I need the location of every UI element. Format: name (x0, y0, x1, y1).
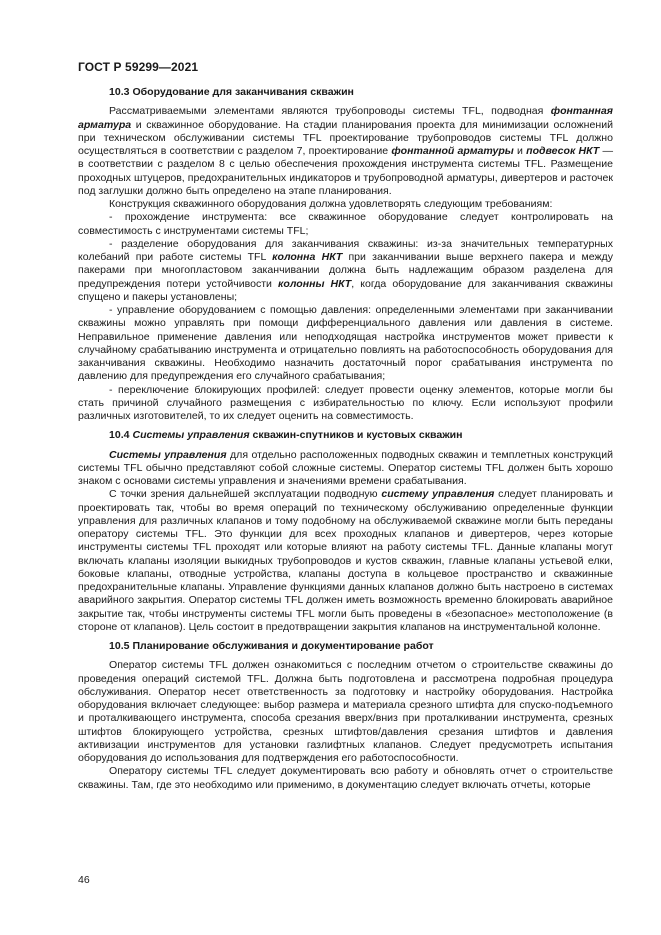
text-run: 10.5 Планирование обслуживания и документирование работ (109, 640, 434, 652)
text-run: Конструкция скважинного оборудования должна удовлетворять следующим требованиям: (109, 198, 553, 210)
emphasized-term: Системы управления (109, 448, 227, 461)
page-number: 46 (78, 874, 90, 886)
text-run: Оператор системы TFL должен ознакомиться с последним отчетом о строительстве скважины до проведения операций системой TFL. Должна быть подготовлена и рассмотрена подробная процедура обслуживания. Оператор несет ответственность за подготовку и настройку оборудования. Настройка оборудования включает следующее: выбор размера и материала срезного штифта для спуско-подъемного и проталкивающего инструмента, способа срезания вверх/вниз при проталкивании инструмента, срезных штифтов блокирующего устройства, срезных штифтов/давления срезания штифтов и давления активизации инструментов для установки газлифтных клапанов. Следует предусмотреть испытания оборудования до использования для подтверждения его работоспособности. (78, 659, 613, 764)
paragraph (78, 198, 613, 211)
document-header: ГОСТ Р 59299—2021 (78, 60, 199, 74)
text-run: - прохождение инструмента: все скважинное оборудование следует контролировать на совместимость с инструментами системы TFL; (78, 211, 613, 237)
emphasized-term: колонна НКТ (272, 251, 343, 263)
emphasized-term: подвесок НКТ (526, 145, 600, 157)
section-heading (78, 429, 613, 442)
text-run: для отдельно расположенных подводных скважин и темплетных конструкций системы TFL обычно представляют собой сложные системы. Оператор системы TFL должен быть хорошо знаком с основами системы управления и значениями времени срабатывания. (78, 448, 613, 487)
text-run: Рассматриваемыми элементами являются трубопроводы системы TFL, подводная (109, 105, 551, 118)
emphasized-term: фонтанная арматура (78, 105, 613, 131)
text-run: и скважинное оборудование. На стадии планирования проекта для минимизации осложнений при техническом обслуживании системы TFL проектирование трубопроводов системы TFL должно осуществляться в соответствии с разделом 7, проектирование (78, 118, 613, 157)
text-run: Оператору системы TFL следует документировать всю работу и обновлять отчет о строительстве скважины. Там, где это необходимо или применимо, в документацию следует включать отчеты, которые (78, 765, 613, 791)
emphasized-term: фонтанной арматуры (391, 145, 514, 157)
text-run: - управление оборудованием с помощью давления: определенными элементами при заканчивании скважины можно управлять при помощи дифференциального давления или давления в системе. Неправильное применение давления или неподходящая настройка инструментов может привести к случайному срабатыванию инструмента и отрицательно повлиять на работоспособность оборудования для заканчивания скважины. Необходимо назначить достаточный порог срабатывания инструмента по давлению для предупреждения его случайного срабатывания; (78, 304, 613, 383)
text-run: скважин-спутников и кустовых скважин (249, 429, 463, 442)
text-run: С точки зрения дальнейшей эксплуатации подводную (109, 488, 382, 501)
text-run: - разделение оборудования для заканчивания скважины: из-за значительных температурных колебаний при работе системы TFL (78, 237, 613, 263)
text-run: , когда оборудование для заканчивания скважины спущено и пакеры установлены; (78, 277, 613, 303)
emphasized-term: систему управления (381, 488, 495, 501)
text-run: 10.4 (109, 429, 133, 442)
paragraph (78, 449, 613, 489)
section-heading (78, 640, 613, 653)
paragraph (78, 488, 613, 634)
section-heading (78, 86, 613, 99)
paragraph (78, 238, 613, 304)
text-run: и (513, 145, 527, 157)
paragraph (78, 384, 613, 424)
paragraph (78, 659, 613, 765)
document-body (78, 86, 613, 792)
paragraph (78, 211, 613, 238)
text-run: 10.3 Оборудование для заканчивания скважин (109, 86, 354, 98)
text-run: — в соответствии с разделом 8 с целью обеспечения прохождения инструмента системы TFL. Размещение проходных штуцеров, предохранительных индикаторов и трубопроводной арматуры, дивертеров и расточек под заглушки должно быть определено на этапе планирования. (78, 145, 613, 197)
paragraph (78, 105, 613, 198)
paragraph (78, 304, 613, 384)
emphasized-term: Системы управления (132, 429, 250, 442)
paragraph (78, 765, 613, 792)
text-run: при заканчивании выше верхнего пакера и между пакерами при многопластовом заканчивании должна быть надлежащим образом разделена для предупреждения потери устойчивости (78, 251, 613, 290)
text-run: следует планировать и проектировать так, чтобы во время операций по техническому обслуживанию определенные функции управления для различных клапанов и тому подобному на обслуживаемой скважине могли быть переданы оператору системы TFL. Это функции для всех проходных клапанов и дивертеров, через которые инструменты системы TFL проходят или которые влияют на работу системы TFL. Данные клапаны могут включать клапаны изоляции выкидных трубопроводов и кустов скважин, главные клапаны устьевой елки, боковые клапаны, отводные устройства, клапаны доступа в кольцевое пространство и скважинные предохранительные клапаны. Управление функциями данных клапанов должно быть настроено в системах аварийного закрытия. Оператор системы TFL должен иметь возможность временно блокировать аварийное закрытие так, чтобы инструменты системы TFL могли быть проведены в «безопасное» местоположение (в стороне от клапанов). Цель состоит в предотвращении закрытия клапанов на инструментальной колонне. (78, 488, 613, 633)
emphasized-term: колонны НКТ (278, 277, 352, 290)
text-run: - переключение блокирующих профилей: следует провести оценку элементов, которые могли бы стать причиной случайного размещения с избирательностью по ключу. Если используют профили различных изготовителей, то их следует оценить на совместимость. (78, 383, 613, 422)
